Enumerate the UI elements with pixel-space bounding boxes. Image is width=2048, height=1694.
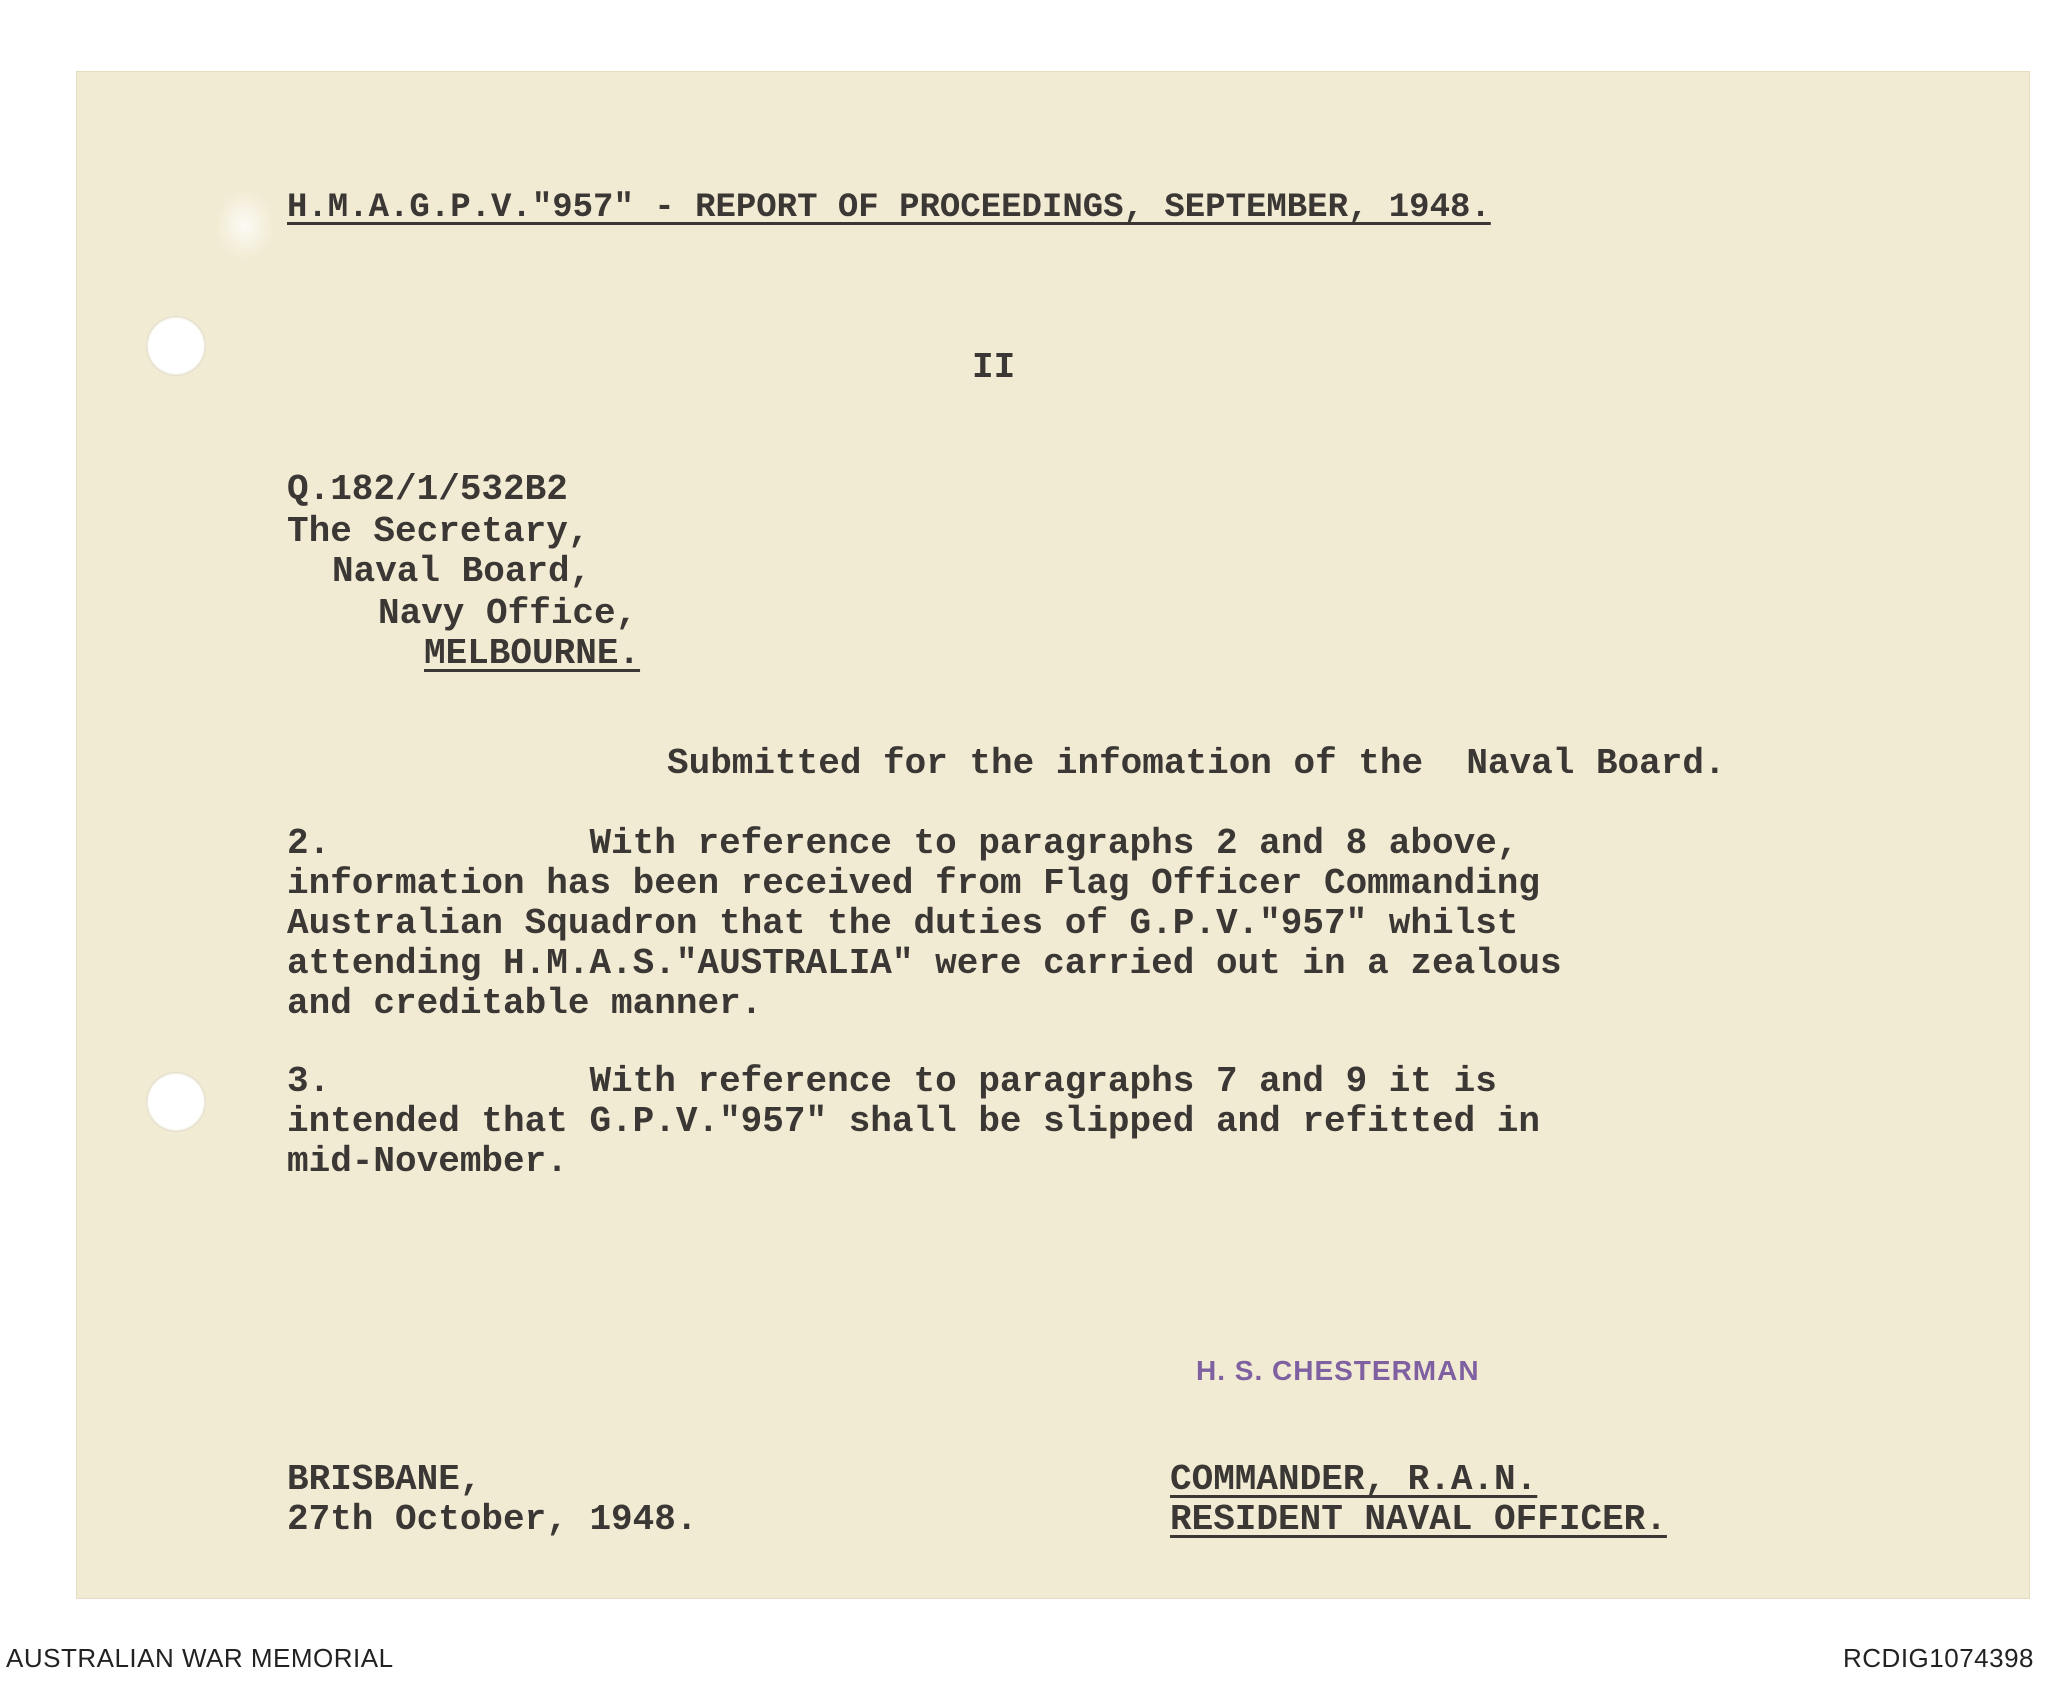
paragraph-1: Submitted for the infomation of the Naval Board. xyxy=(667,743,1726,784)
signatory-title: RESIDENT NAVAL OFFICER. xyxy=(1170,1499,1667,1540)
paragraph-2-line: and creditable manner. xyxy=(287,983,763,1024)
punch-hole-top xyxy=(146,316,206,376)
paper-smudge xyxy=(215,190,275,260)
address-line-4: MELBOURNE. xyxy=(424,633,641,674)
place: BRISBANE, xyxy=(287,1459,482,1500)
date: 27th October, 1948. xyxy=(287,1499,698,1540)
paragraph-3-line: mid-November. xyxy=(287,1141,568,1182)
address-line-2: Naval Board, xyxy=(332,551,592,592)
signature-stamp: H. S. CHESTERMAN xyxy=(1196,1355,1480,1386)
signatory-rank: COMMANDER, R.A.N. xyxy=(1170,1459,1538,1500)
paragraph-2-line: attending H.M.A.S."AUSTRALIA" were carried out in a zealous xyxy=(287,943,1562,984)
file-reference: Q.182/1/532B2 xyxy=(287,469,568,510)
punch-hole-bottom xyxy=(146,1072,206,1132)
footer-institution: AUSTRALIAN WAR MEMORIAL xyxy=(6,1643,394,1673)
paragraph-2-line: information has been received from Flag Officer Commanding xyxy=(287,863,1541,904)
paragraph-3-line: 3. With reference to paragraphs 7 and 9 it is xyxy=(287,1061,1497,1102)
paragraph-2-line: 2. With reference to paragraphs 2 and 8 above, xyxy=(287,823,1519,864)
paragraph-2-line: Australian Squadron that the duties of G.P.V."957" whilst xyxy=(287,903,1519,944)
document-title: H.M.A.G.P.V."957" - REPORT OF PROCEEDINGS, SEPTEMBER, 1948. xyxy=(287,189,1491,227)
footer-catalog-id: RCDIG1074398 xyxy=(1843,1643,2034,1673)
paragraph-3-line: intended that G.P.V."957" shall be slipped and refitted in xyxy=(287,1101,1541,1142)
page-number: II xyxy=(972,347,1016,388)
address-line-3: Navy Office, xyxy=(378,593,638,634)
address-line-1: The Secretary, xyxy=(287,511,590,552)
